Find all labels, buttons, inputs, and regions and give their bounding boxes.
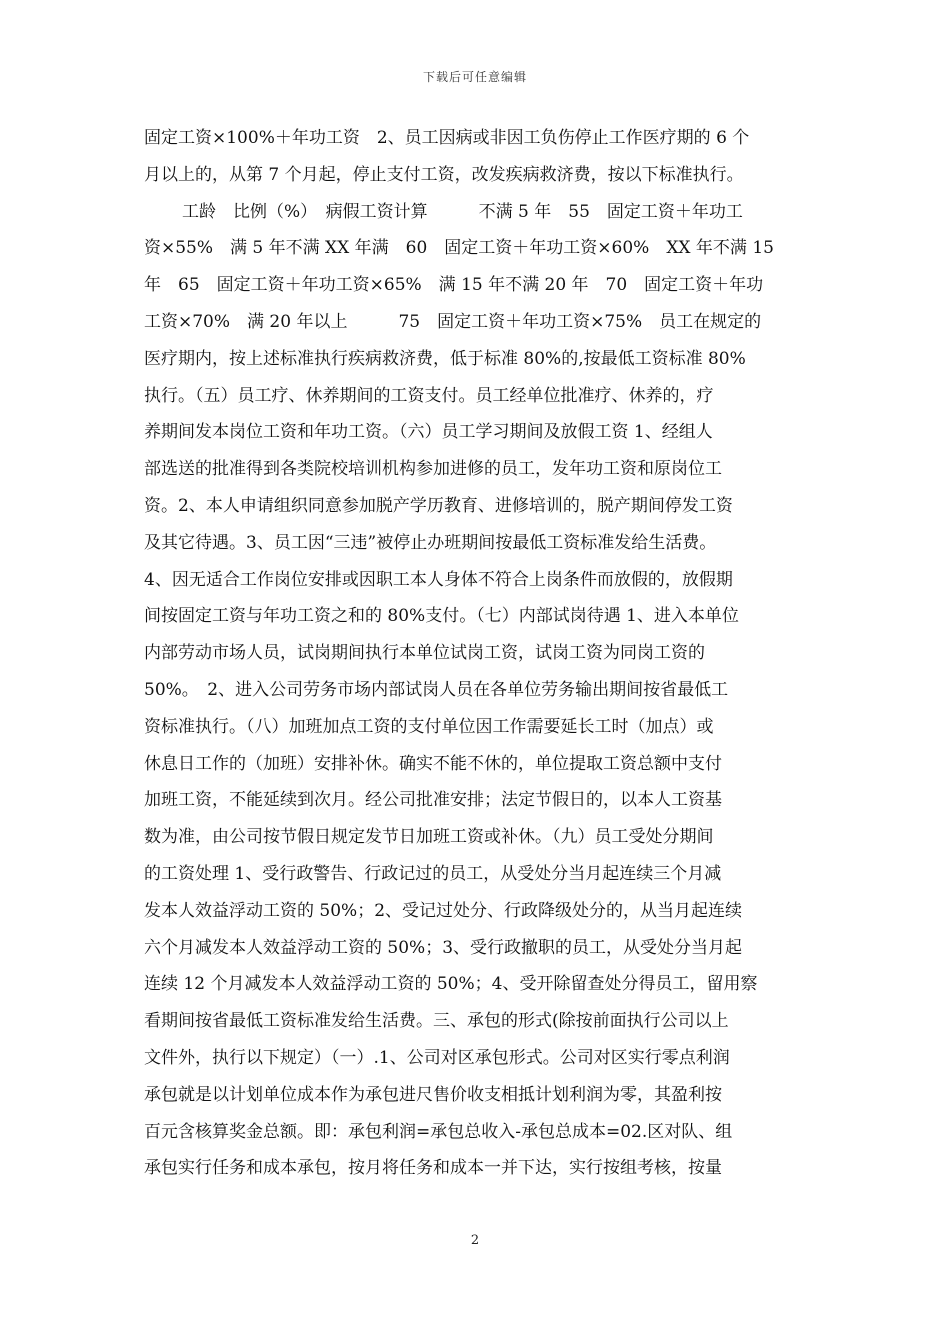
text-line: 固定工资×100%＋年功工资 2、员工因病或非因工负伤停止工作医疗期的 6 个 xyxy=(144,128,750,148)
text-line: 休息日工作的（加班）安排补休。确实不能不休的，单位提取工资总额中支付 xyxy=(144,753,722,774)
page-header: 下载后可任意编辑 xyxy=(422,70,527,84)
text-line: 发本人效益浮动工资的 50%；2、受记过处分、行政降级处分的，从当月起连续 xyxy=(144,900,743,921)
text-line: 六个月减发本人效益浮动工资的 50%；3、受行政撤职的员工，从受处分当月起 xyxy=(144,937,743,958)
page-number: 2 xyxy=(470,1233,480,1248)
text-line: 年 65 固定工资＋年功工资×65% 满 15 年不满 20 年 70 固定工资＋年功 xyxy=(144,275,764,296)
text-line: 资×55% 满 5 年不满 XX 年满 60 固定工资＋年功工资×60% XX 年不满 15 xyxy=(144,238,774,259)
text-line: 资。2、本人申请组织同意参加脱产学历教育、进修培训的，脱产期间停发工资 xyxy=(144,495,733,516)
text-line: 内部劳动市场人员，试岗期间执行本单位试岗工资，试岗工资为同岗工资的 xyxy=(144,643,705,664)
text-line: 资标准执行。（八）加班加点工资的支付单位因工作需要延长工时（加点）或 xyxy=(144,716,714,737)
text-line: 间按固定工资与年功工资之和的 80%支付。（七）内部试岗待遇 1、进入本单位 xyxy=(144,606,739,627)
text-line: 月以上的，从第 7 个月起，停止支付工资，改发疾病救济费，按以下标准执行。 xyxy=(144,164,744,185)
text-line: 养期间发本岗位工资和年功工资。（六）员工学习期间及放假工资 1、经组人 xyxy=(144,422,713,443)
text-line: 医疗期内，按上述标准执行疾病救济费，低于标准 80%的,按最低工资标准 80% xyxy=(144,348,746,369)
text-line: 连续 12 个月减发本人效益浮动工资的 50%；4、受开除留查处分得员工，留用察 xyxy=(144,974,758,995)
text-line: 执行。（五）员工疗、休养期间的工资支付。员工经单位批准疗、休养的，疗 xyxy=(144,385,714,406)
text-line: 百元含核算奖金总额。即：承包利润=承包总收入-承包总成本=02.区对队、组 xyxy=(144,1121,733,1142)
text-line: 50%。 2、进入公司劳务市场内部试岗人员在各单位劳务输出期间按省最低工 xyxy=(144,679,729,700)
text-line: 看期间按省最低工资标准发给生活费。三、承包的形式(除按前面执行公司以上 xyxy=(144,1011,729,1032)
text-line: 4、因无适合工作岗位安排或因职工本人身体不符合上岗条件而放假的，放假期 xyxy=(144,569,733,590)
text-line: 及其它待遇。3、员工因“三违”被停止办班期间按最低工资标准发给生活费。 xyxy=(144,532,717,553)
text-line: 的工资处理 1、受行政警告、行政记过的员工，从受处分当月起连续三个月减 xyxy=(144,863,722,884)
text-line: 加班工资，不能延续到次月。经公司批准安排；法定节假日的，以本人工资基 xyxy=(144,790,722,811)
text-line: 文件外，执行以下规定）（一）.1、公司对区承包形式。公司对区实行零点利润 xyxy=(144,1047,730,1068)
document-body xyxy=(144,120,808,1187)
text-line: 工龄 比例（%） 病假工资计算 不满 5 年 55 固定工资＋年功工 xyxy=(182,201,743,222)
text-line: 部选送的批准得到各类院校培训机构参加进修的员工，发年功工资和原岗位工 xyxy=(144,459,722,480)
text-line: 工资×70% 满 20 年以上 75 固定工资＋年功工资×75% 员工在规定的 xyxy=(144,311,762,332)
text-line: 承包就是以计划单位成本作为承包进尺售价收支相抵计划利润为零，其盈利按 xyxy=(144,1084,722,1105)
text-line: 承包实行任务和成本承包，按月将任务和成本一并下达，实行按组考核，按量 xyxy=(144,1158,722,1179)
text-line: 数为准，由公司按节假日规定发节日加班工资或补休。（九）员工受处分期间 xyxy=(144,827,714,848)
